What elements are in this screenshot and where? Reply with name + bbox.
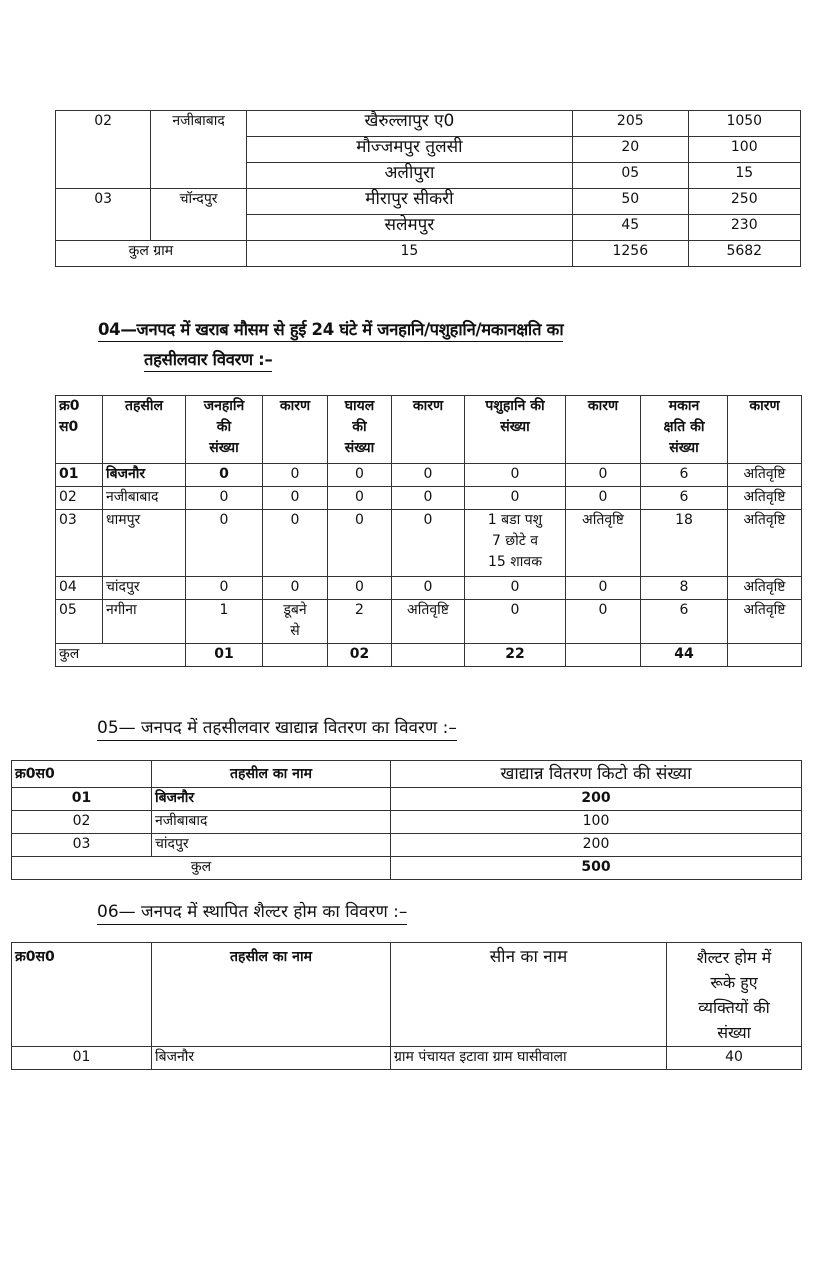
table-row (56, 600, 802, 644)
reason: अतिवृष्टि (728, 577, 802, 600)
serial-no: 05 (56, 600, 103, 644)
header-row (56, 396, 802, 464)
col-header-reason: कारण (728, 396, 802, 464)
tehsil-name: नगीना (103, 600, 186, 644)
empty-cell (392, 644, 465, 667)
serial-no: 02 (56, 487, 103, 510)
reason: अतिवृष्टि (728, 487, 802, 510)
animal-loss: 0 (465, 464, 566, 487)
animal-loss: 0 (465, 487, 566, 510)
serial-no: 02 (56, 111, 151, 189)
header-row (12, 943, 802, 1047)
reason: अतिवृष्टि (392, 600, 465, 644)
injured: 0 (328, 577, 392, 600)
table-row (12, 834, 802, 857)
serial-no: 01 (12, 788, 152, 811)
table-row (56, 510, 802, 577)
total-row (56, 644, 802, 667)
col-header-tehsil: तहसील (103, 396, 186, 464)
reason: 0 (263, 487, 328, 510)
col-header-deaths: जनहानि की संख्या (186, 396, 263, 464)
animal-loss: 0 (465, 600, 566, 644)
count-a: 20 (573, 137, 688, 163)
reason: डूबने से (263, 600, 328, 644)
village-name: अलीपुरा (246, 163, 572, 189)
count-b: 1050 (688, 111, 800, 137)
total-house-damage: 44 (641, 644, 728, 667)
serial-no: 01 (12, 1047, 152, 1070)
table-row (12, 788, 802, 811)
house-damage: 6 (641, 487, 728, 510)
table-row (12, 811, 802, 834)
village-name: मौज्जमपुर तुलसी (246, 137, 572, 163)
total-label: कुल (56, 644, 186, 667)
tehsil-name: नजीबाबाद (152, 811, 391, 834)
kits-count: 200 (391, 834, 802, 857)
empty-cell (566, 644, 641, 667)
deaths: 0 (186, 464, 263, 487)
reason: 0 (566, 487, 641, 510)
empty-cell (728, 644, 802, 667)
place-name: ग्राम पंचायत इटावा ग्राम घासीवाला (391, 1047, 667, 1070)
injured: 0 (328, 464, 392, 487)
col-header-house-damage: मकान क्षति की संख्या (641, 396, 728, 464)
shelter-home-table (11, 942, 802, 1070)
village-table (55, 110, 801, 267)
house-damage: 18 (641, 510, 728, 577)
section6-heading-text: 06— जनपद में स्थापित शैल्टर होम का विवरण :– (97, 902, 407, 925)
section4-heading-line1: 04—जनपद में खराब मौसम से हुई 24 घंटे में जनहानि/पशुहानि/मकानक्षति का (98, 320, 563, 342)
house-damage: 8 (641, 577, 728, 600)
animal-loss: 0 (465, 577, 566, 600)
header-row (12, 761, 802, 788)
deaths: 0 (186, 487, 263, 510)
reason: 0 (566, 577, 641, 600)
section5-heading-text: 05— जनपद में तहसीलवार खाद्यान्न वितरण का विवरण :– (97, 718, 457, 741)
deaths: 0 (186, 510, 263, 577)
food-distribution-table (11, 760, 802, 880)
reason: 0 (263, 510, 328, 577)
reason: अतिवृष्टि (566, 510, 641, 577)
col-header-injured: घायल की संख्या (328, 396, 392, 464)
total-kits: 500 (391, 857, 802, 880)
table-row (12, 1047, 802, 1070)
deaths: 0 (186, 577, 263, 600)
total-a: 1256 (573, 241, 688, 267)
total-animal-loss: 22 (465, 644, 566, 667)
serial-no: 03 (56, 189, 151, 241)
serial-no: 01 (56, 464, 103, 487)
count-a: 205 (573, 111, 688, 137)
count-a: 45 (573, 215, 688, 241)
kits-count: 200 (391, 788, 802, 811)
col-header-sno: क्र0 स0 (56, 396, 103, 464)
reason: 0 (392, 487, 465, 510)
col-header-reason: कारण (263, 396, 328, 464)
serial-no: 03 (56, 510, 103, 577)
col-header-animal-loss: पशुहानि की संख्या (465, 396, 566, 464)
tehsil-name: धामपुर (103, 510, 186, 577)
tehsil-name: चॉन्दपुर (151, 189, 246, 241)
total-row (56, 241, 801, 267)
empty-cell (263, 644, 328, 667)
table-row (56, 189, 801, 215)
total-villages: 15 (246, 241, 572, 267)
reason: 0 (263, 577, 328, 600)
section4-heading-line2: तहसीलवार विवरण :– (144, 350, 272, 372)
injured: 0 (328, 487, 392, 510)
table-row (56, 111, 801, 137)
people-count: 40 (667, 1047, 802, 1070)
serial-no: 04 (56, 577, 103, 600)
count-a: 50 (573, 189, 688, 215)
serial-no: 02 (12, 811, 152, 834)
col-header-place-name: सीन का नाम (391, 943, 667, 1047)
col-header-sno: क्र0स0 (12, 761, 152, 788)
tehsil-name: बिजनौर (152, 788, 391, 811)
reason: अतिवृष्टि (728, 600, 802, 644)
total-injured: 02 (328, 644, 392, 667)
table-row (56, 464, 802, 487)
animal-loss: 1 बडा पशु 7 छोटे व 15 शावक (465, 510, 566, 577)
col-header-reason: कारण (566, 396, 641, 464)
reason: 0 (566, 600, 641, 644)
col-header-people-count: शैल्टर होम में रूके हुए व्यक्तियों की संख्या (667, 943, 802, 1047)
count-b: 100 (688, 137, 800, 163)
reason: 0 (392, 510, 465, 577)
house-damage: 6 (641, 464, 728, 487)
deaths: 1 (186, 600, 263, 644)
section6-heading (97, 900, 407, 924)
col-header-tehsil-name: तहसील का नाम (152, 943, 391, 1047)
col-header-kits: खाद्यान्न वितरण किटो की संख्या (391, 761, 802, 788)
tehsil-name: चांदपुर (152, 834, 391, 857)
count-a: 05 (573, 163, 688, 189)
count-b: 15 (688, 163, 800, 189)
reason: अतिवृष्टि (728, 464, 802, 487)
village-name: मीरापुर सीकरी (246, 189, 572, 215)
count-b: 230 (688, 215, 800, 241)
total-label: कुल ग्राम (56, 241, 247, 267)
injured: 0 (328, 510, 392, 577)
tehsil-name: बिजनौर (103, 464, 186, 487)
tehsil-name: बिजनौर (152, 1047, 391, 1070)
reason: 0 (392, 464, 465, 487)
house-damage: 6 (641, 600, 728, 644)
reason: अतिवृष्टि (728, 510, 802, 577)
village-name: सलेमपुर (246, 215, 572, 241)
table-row (56, 577, 802, 600)
col-header-sno: क्र0स0 (12, 943, 152, 1047)
col-header-tehsil-name: तहसील का नाम (152, 761, 391, 788)
reason: 0 (566, 464, 641, 487)
reason: 0 (392, 577, 465, 600)
count-b: 250 (688, 189, 800, 215)
total-b: 5682 (688, 241, 800, 267)
total-row (12, 857, 802, 880)
kits-count: 100 (391, 811, 802, 834)
casualty-table (55, 395, 802, 667)
section4-heading (98, 318, 563, 372)
reason: 0 (263, 464, 328, 487)
total-label: कुल (12, 857, 391, 880)
village-name: खैरुल्लापुर ए0 (246, 111, 572, 137)
tehsil-name: नजीबाबाद (103, 487, 186, 510)
col-header-reason: कारण (392, 396, 465, 464)
serial-no: 03 (12, 834, 152, 857)
injured: 2 (328, 600, 392, 644)
tehsil-name: चांदपुर (103, 577, 186, 600)
total-deaths: 01 (186, 644, 263, 667)
section5-heading (97, 716, 457, 740)
tehsil-name: नजीबाबाद (151, 111, 246, 189)
table-row (56, 487, 802, 510)
